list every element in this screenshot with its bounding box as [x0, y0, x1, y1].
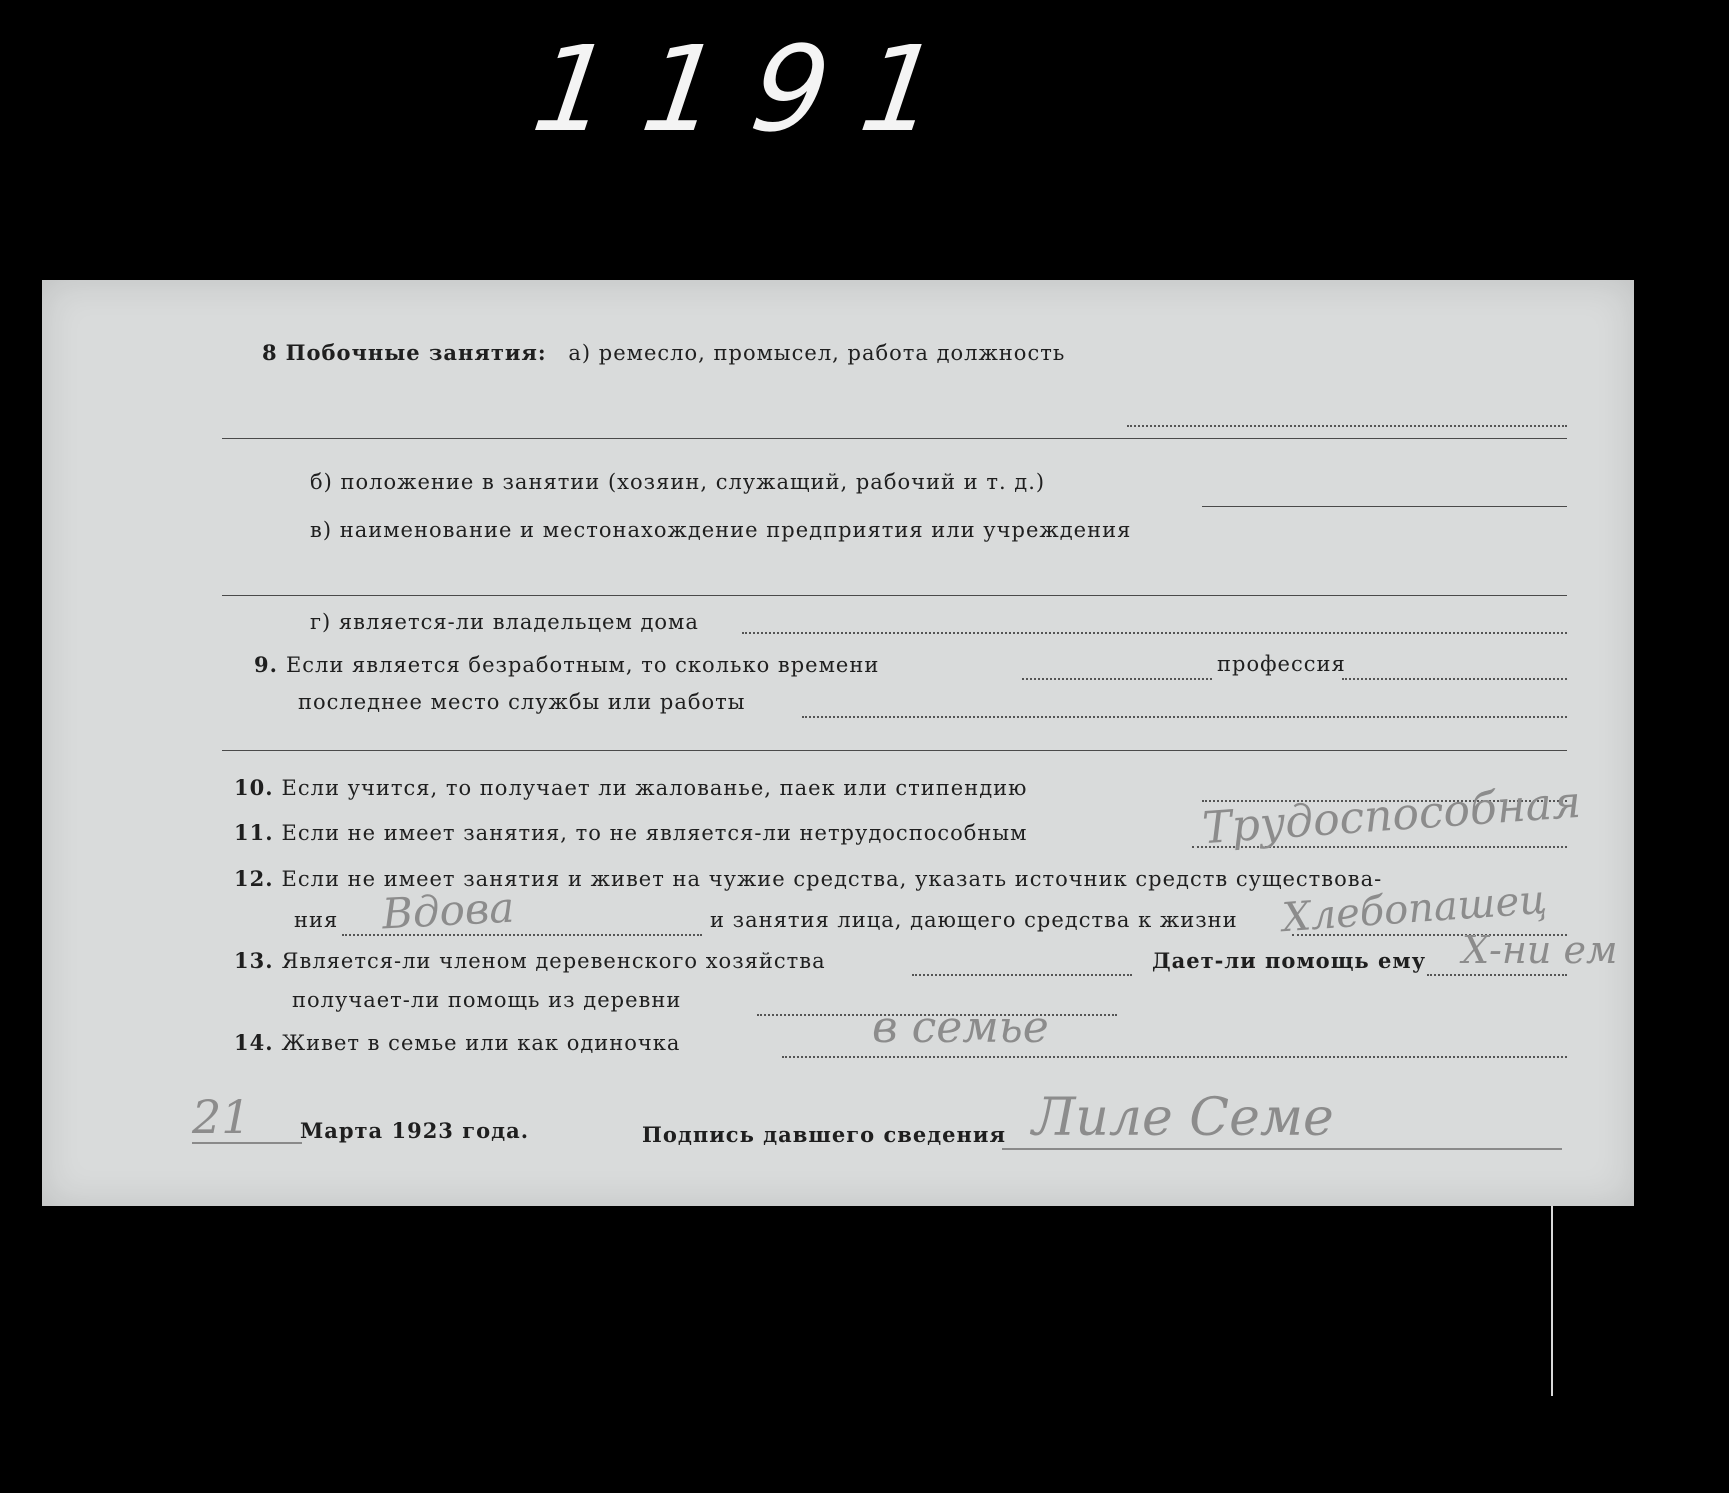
item-14-number: 14.	[234, 1030, 274, 1055]
item-11-text	[234, 820, 1027, 845]
item-8b-fill-line	[1202, 506, 1567, 507]
item-13-help-label: Дает-ли помощь ему	[1152, 948, 1427, 973]
handwritten-signature: Лиле Семе	[1032, 1088, 1334, 1148]
item-10-number: 10.	[234, 775, 274, 800]
item-12-mid: и занятия лица, дающего средства к жизни	[710, 908, 1238, 932]
item-8g-fill-line	[742, 632, 1567, 634]
item-8v-text: в) наименование и местонахождение предприятия или учреждения	[310, 518, 1132, 542]
item-9-number: 9.	[254, 652, 278, 677]
item-12-number: 12.	[234, 866, 274, 891]
handwritten-date-day: 21	[192, 1090, 251, 1144]
item-13-question: Является-ли членом деревенского хозяйства	[281, 949, 826, 973]
footer-date: Марта 1923 года.	[300, 1118, 530, 1143]
census-card	[42, 280, 1634, 1206]
handwritten-answer-12a: Вдова	[380, 882, 516, 939]
item-9-second-line	[222, 750, 1567, 751]
item-14-question: Живет в семье или как одиночка	[281, 1031, 681, 1055]
item-9-last-place: последнее место службы или работы	[298, 690, 746, 714]
frame-number: 1191	[525, 20, 982, 158]
item-12-question: Если не имеет занятия и живет на чужие средства, указать источник средств существова-	[281, 867, 1383, 891]
item-9-last-place-fill-line	[802, 716, 1567, 718]
footer-signature-fill-line	[1002, 1148, 1562, 1150]
item-9-time-fill-line	[1022, 678, 1212, 680]
item-13-number: 13.	[234, 948, 274, 973]
item-12-cont: ния	[294, 908, 339, 932]
film-edge-line	[1551, 1206, 1553, 1396]
item-14-fill-line	[782, 1056, 1567, 1058]
item-11-number: 11.	[234, 820, 274, 845]
item-13-receive: получает-ли помощь из деревни	[292, 988, 682, 1012]
footer-date-fill-line	[192, 1142, 302, 1144]
item-11-question: Если не имеет занятия, то не является-ли нетрудоспособным	[281, 821, 1028, 845]
item-13-help-fill-line	[1427, 974, 1567, 976]
item-8a-text: а) ремесло, промысел, работа должность	[568, 341, 1066, 365]
handwritten-answer-12b: Хлебопашец	[1280, 876, 1549, 942]
footer-signature-label: Подпись давшего сведения	[642, 1122, 1006, 1147]
item-9-profession-label: профессия	[1217, 652, 1346, 676]
item-13-text	[234, 948, 826, 973]
item-14-text	[234, 1030, 680, 1055]
item-10-text	[234, 775, 1027, 800]
item-8a-second-line	[222, 438, 1567, 439]
item-8-heading	[262, 340, 1065, 365]
item-9-question: Если является безработным, то сколько времени	[285, 653, 880, 677]
item-9-profession-fill-line	[1342, 678, 1567, 680]
item-9-text	[254, 652, 879, 677]
handwritten-answer-13: Х-ни ем	[1462, 928, 1618, 972]
item-8b-text: б) положение в занятии (хозяин, служащий, рабочий и т. д.)	[310, 470, 1046, 494]
item-13-member-fill-line	[912, 974, 1132, 976]
item-8-label: Побочные занятия:	[285, 340, 547, 365]
handwritten-answer-11: Трудоспособная	[1200, 776, 1583, 855]
item-8-number: 8	[262, 340, 278, 365]
handwritten-answer-14: в семье	[872, 1002, 1049, 1053]
item-8v-second-line	[222, 595, 1567, 596]
item-10-question: Если учится, то получает ли жалованье, паек или стипендию	[281, 776, 1028, 800]
item-8a-fill-line	[1127, 425, 1567, 427]
item-8g-text: г) является-ли владельцем дома	[310, 610, 699, 634]
